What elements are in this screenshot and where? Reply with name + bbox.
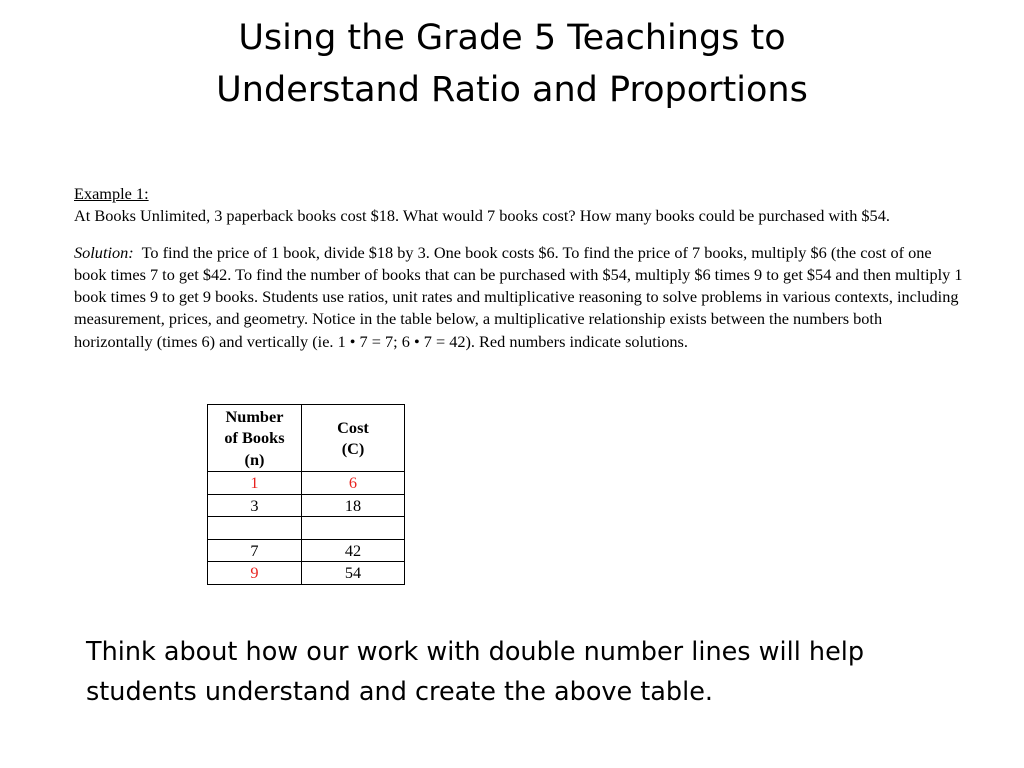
slide-title-line-2: Understand Ratio and Proportions — [216, 70, 808, 110]
table-cell-cost: 18 — [302, 494, 405, 517]
header-cost-line-1: Cost — [337, 417, 369, 437]
table-row — [208, 517, 405, 540]
example-solution — [74, 242, 964, 353]
slide-title-line-1: Using the Grade 5 Teachings to — [238, 18, 786, 58]
table-cell-cost — [302, 517, 405, 540]
solution-label: Solution: — [74, 242, 134, 262]
solution-text: To find the price of 1 book, divide $18 by 3. One book costs $6. To find the price of 7 books, multiply $6 (the cost of one book times 7 to get $42. To find the number of books that can be purchased with $54, multiply $6 times 9 to get $54 and then multiply 1 book times 9 to get 9 books. Students use ratios, unit rates and multiplicative reasoning to solve problems in various contexts, including measurement, prices, and geometry. Notice in the table below, a multiplicative relationship exists between the numbers both horizontally (times 6) and vertically (ie. 1 • 7 = 7; 6 • 7 = 42). Red numbers indicate solutions. — [74, 242, 963, 351]
table-row — [208, 494, 405, 517]
table-cell-books: 1 — [208, 472, 302, 495]
table-cell-books: 3 — [208, 494, 302, 517]
table-cell-books — [208, 517, 302, 540]
example-label: Example 1: — [74, 184, 149, 203]
table-cell-cost: 42 — [302, 539, 405, 562]
table-cell-books: 9 — [208, 562, 302, 585]
example-excerpt — [74, 183, 964, 353]
example-problem: At Books Unlimited, 3 paperback books cost $18. What would 7 books cost? How many books could be purchased with $54. — [74, 206, 890, 226]
table-cell-cost: 54 — [302, 562, 405, 585]
table-cell-books: 7 — [208, 539, 302, 562]
header-books-line-3: (n) — [244, 449, 265, 469]
ratio-table — [207, 404, 405, 585]
header-number-of-books — [208, 405, 302, 472]
header-cost-line-2: (C) — [341, 439, 365, 458]
header-books-line-1: Number — [225, 406, 284, 426]
table-cell-cost: 6 — [302, 472, 405, 495]
table-header-row — [208, 405, 405, 472]
footer-note: Think about how our work with double number lines will help students understand and create the above table. — [86, 637, 865, 707]
table-row — [208, 562, 405, 585]
slide-title — [0, 12, 1024, 116]
table-row — [208, 539, 405, 562]
header-books-line-2: of Books — [224, 428, 285, 448]
header-cost — [302, 405, 405, 472]
table-row — [208, 472, 405, 495]
